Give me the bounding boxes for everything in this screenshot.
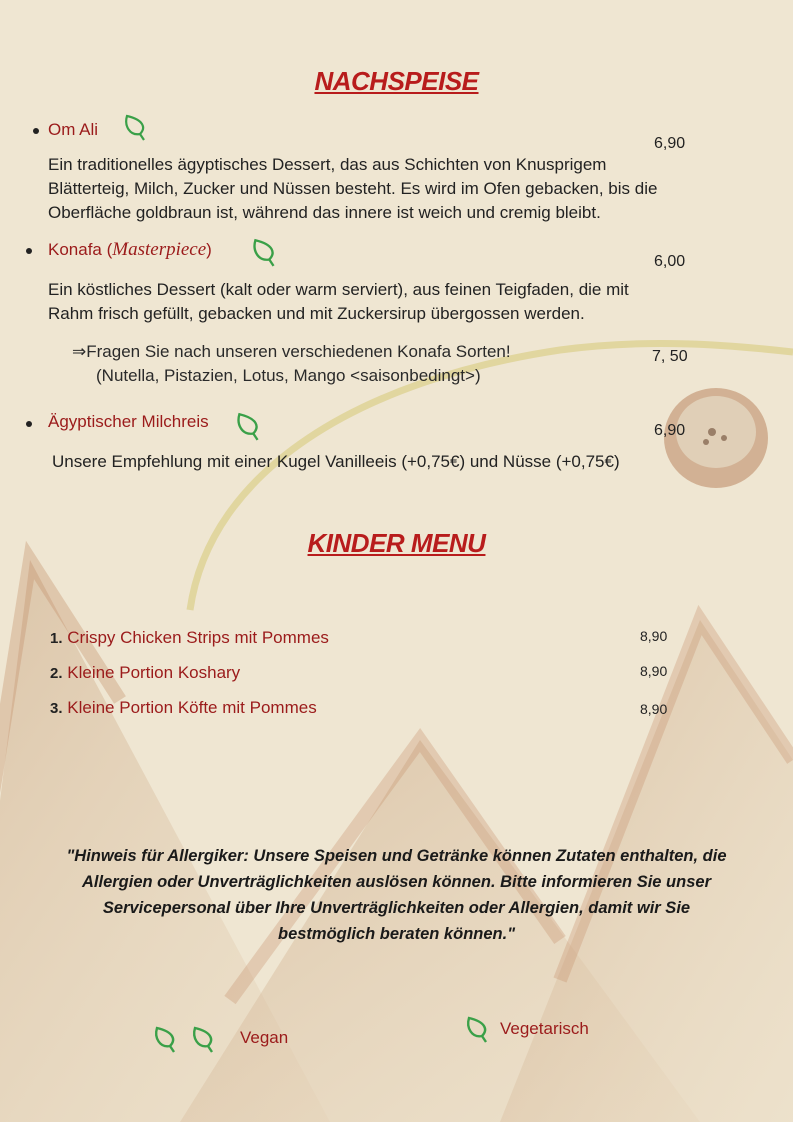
item-price-konafa: 6,00 (654, 253, 686, 270)
item-description-konafa: Ein köstliches Dessert (kalt oder warm serviert), aus feinen Teigfaden, die mit Rahm frisch gefüllt, gebacken und mit Zuckersirup übergossen werden. (48, 280, 629, 323)
vegetarian-leaf-icon (234, 410, 264, 442)
list-bullet (33, 128, 39, 134)
item-name-milchreis: Ägyptischer Milchreis (48, 412, 209, 431)
vegan-leaf-icon (190, 1024, 218, 1054)
konafa-varieties-price: 7, 50 (652, 348, 688, 365)
allergy-notice: "Hinweis für Allergiker: Unsere Speisen und Getränke können Zutaten enthalten, die Allergien oder Unverträglichkeiten auslösen können. Bitte informieren Sie unser Servicepersonal über Ihre Unverträglichkeiten oder Allergien, damit wir Sie bestmöglich beraten können." (66, 847, 727, 943)
item-name-konafa: Konafa (Masterpiece) (48, 239, 212, 260)
legend-vegetarian-label: Vegetarisch (500, 1019, 589, 1038)
item-name-om-ali: Om Ali (48, 120, 99, 139)
kids-item-3: 3. Kleine Portion Köfte mit Pommes (50, 698, 317, 717)
item-price-om-ali: 6,90 (654, 135, 686, 152)
konafa-varieties-note: ⇒Fragen Sie nach unseren verschiedenen Konafa Sorten! (Nutella, Pistazien, Lotus, Mango <saisonbedingt>) (72, 342, 511, 385)
vegetarian-leaf-icon (250, 236, 280, 268)
kids-section-title: KINDER MENU (307, 528, 486, 558)
kids-item-2: 2. Kleine Portion Koshary (50, 663, 241, 682)
kids-item-3-price: 8,90 (640, 701, 668, 717)
item-description-om-ali: Ein traditionelles ägyptisches Dessert, das aus Schichten von Knusprigem Blätterteig, Milch, Zucker und Nüssen besteht. Es wird im Ofen gebacken, bis die Oberfläche goldbraun ist, während das innere ist weich und cremig bleibt. (48, 155, 658, 222)
item-description-milchreis: Unsere Empfehlung mit einer Kugel Vanilleeis (+0,75€) und Nüsse (+0,75€) (52, 452, 620, 471)
vegetarian-leaf-icon (122, 112, 150, 142)
list-bullet (26, 248, 32, 254)
kids-item-1: 1. Crispy Chicken Strips mit Pommes (50, 628, 329, 647)
vegan-leaf-icon (152, 1024, 180, 1054)
legend-vegan-label: Vegan (240, 1028, 289, 1047)
list-bullet (26, 421, 32, 427)
vegetarian-leaf-icon (464, 1012, 492, 1046)
item-price-milchreis: 6,90 (654, 422, 686, 439)
kids-item-2-price: 8,90 (640, 663, 668, 679)
kids-item-1-price: 8,90 (640, 628, 668, 644)
dessert-section-title: NACHSPEISE (314, 66, 479, 96)
